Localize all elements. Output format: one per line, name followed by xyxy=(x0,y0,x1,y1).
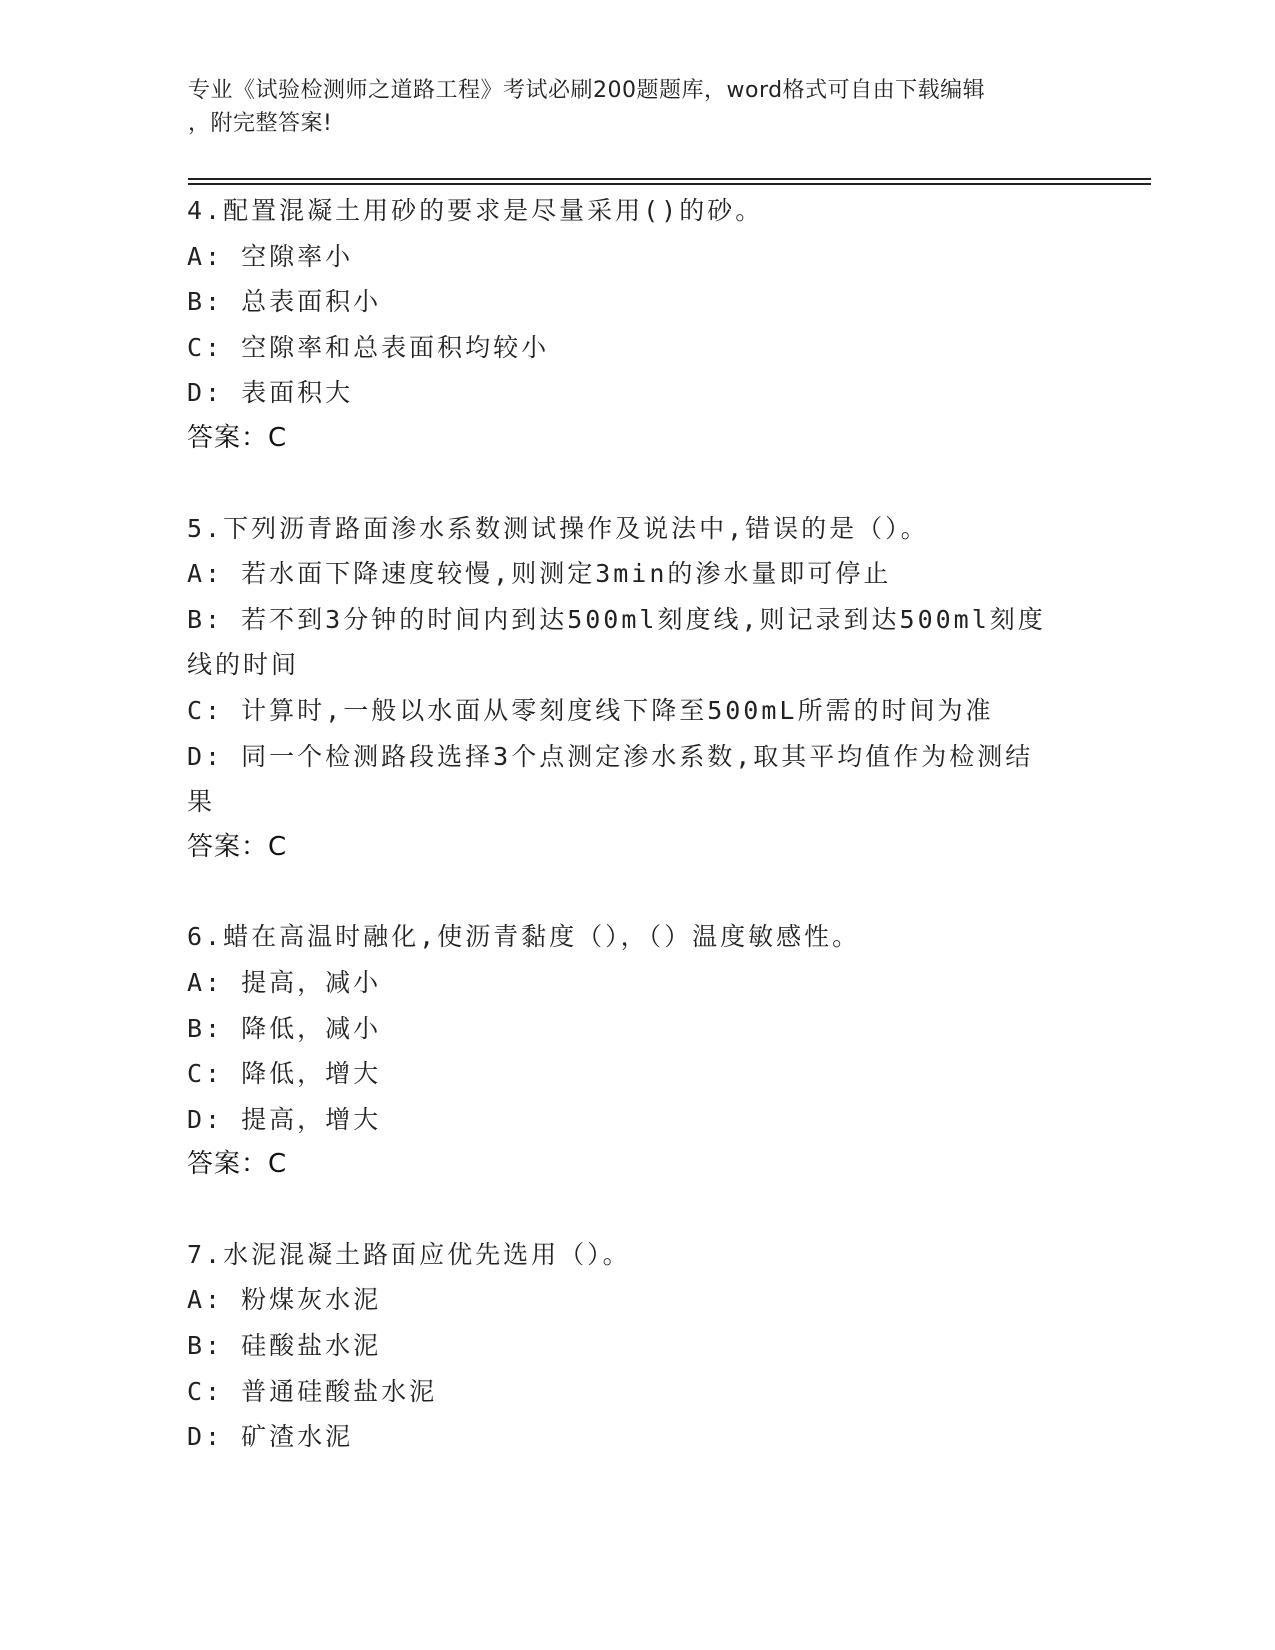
document-header xyxy=(188,74,1068,140)
question-stem: 5.下列沥青路面渗水系数测试操作及说法中,错误的是（）。 xyxy=(187,513,929,543)
question-option: C: 空隙率和总表面积均较小 xyxy=(187,332,550,362)
answer-line: 答案：C xyxy=(187,422,288,453)
question-option: A: 空隙率小 xyxy=(187,241,354,271)
question-block xyxy=(187,914,1067,1188)
header-title-line-1: 专业《试验检测师之道路工程》考试必刷200题题库，word格式可自由下载编辑 xyxy=(188,78,986,103)
question-stem: 7.水泥混凝土路面应优先选用（）。 xyxy=(187,1239,631,1269)
question-option: C: 降低，增大 xyxy=(187,1059,382,1089)
header-rule-bottom xyxy=(188,183,1151,185)
question-option: D: 提高，增大 xyxy=(187,1104,382,1134)
question-option: A: 提高，减小 xyxy=(187,967,382,997)
question-block xyxy=(187,506,1067,871)
question-list xyxy=(187,188,1067,1504)
question-option: A: 若水面下降速度较慢,则测定3min的渗水量即可停止 xyxy=(187,559,892,589)
answer-line: 答案：C xyxy=(187,831,288,862)
question-stem: 4.配置混凝土用砂的要求是尽量采用()的砂。 xyxy=(187,196,764,225)
question-block xyxy=(187,1232,1067,1460)
question-option: C: 普通硅酸盐水泥 xyxy=(187,1376,438,1406)
question-block xyxy=(187,188,1067,462)
question-option: B: 降低，减小 xyxy=(187,1013,382,1043)
question-option: D: 表面积大 xyxy=(187,378,354,408)
question-option: C: 计算时,一般以水面从零刻度线下降至500mL所需的时间为准 xyxy=(187,695,994,725)
question-option: B: 总表面积小 xyxy=(187,287,382,317)
header-title-line-2: ，附完整答案! xyxy=(188,111,333,136)
question-option: D: 同一个检测路段选择3个点测定渗水系数,取其平均值作为检测结 xyxy=(187,741,1034,771)
question-option: 线的时间 xyxy=(187,650,300,680)
question-option: 果 xyxy=(187,787,216,817)
answer-line: 答案：C xyxy=(187,1149,288,1180)
question-option: A: 粉煤灰水泥 xyxy=(187,1285,382,1315)
question-option: B: 硅酸盐水泥 xyxy=(187,1331,382,1361)
question-stem: 6.蜡在高温时融化,使沥青黏度（），（）温度敏感性。 xyxy=(187,922,861,952)
header-rule-top xyxy=(188,178,1151,180)
question-option: B: 若不到3分钟的时间内到达500ml刻度线,则记录到达500ml刻度 xyxy=(187,604,1046,634)
question-option: D: 矿渣水泥 xyxy=(187,1422,354,1452)
